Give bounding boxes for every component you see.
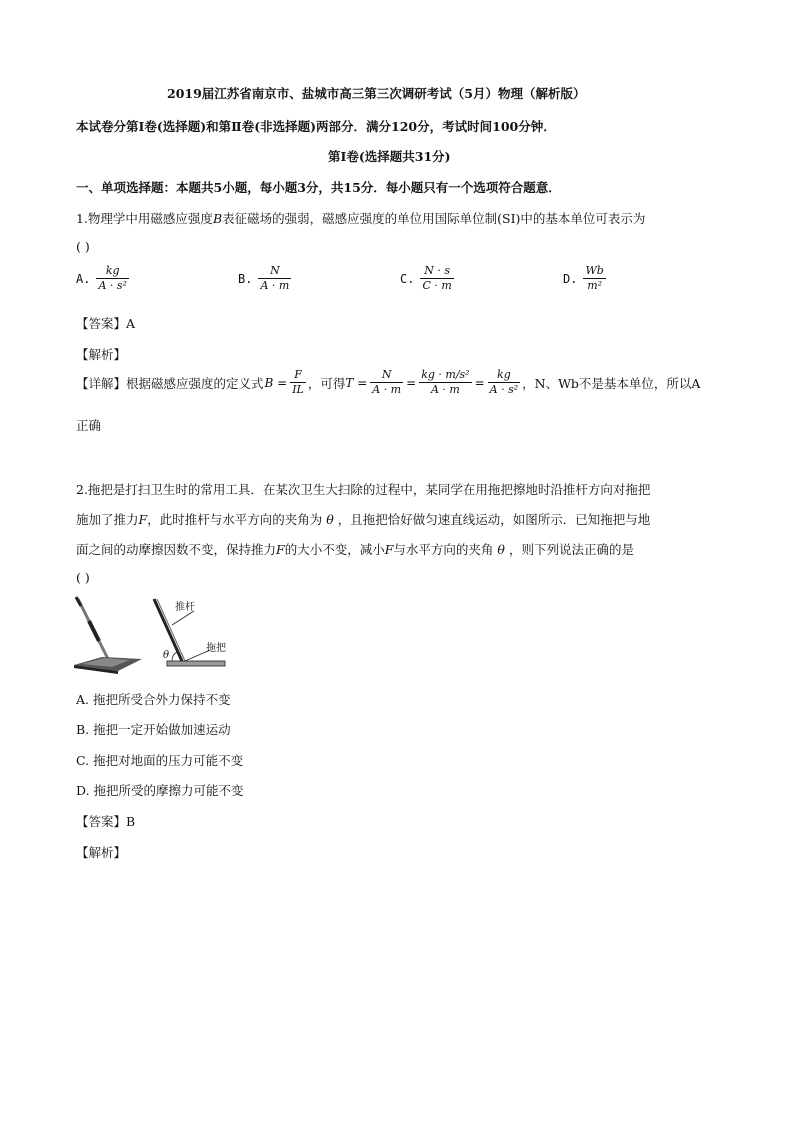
q2-line3-text-c: 与水平方向的夹角 [393, 542, 494, 557]
q1-paren: ( ) [76, 239, 90, 254]
q1-eq2-num-2: kg · m/s² [421, 368, 470, 381]
q2-var-f-2: F [276, 542, 285, 557]
q2-option-d: D. 拖把所受的摩擦力可能不变 [76, 783, 244, 798]
q1-analysis: 【解析】 [76, 347, 127, 362]
q1-stem-text-b: 表征磁场的强弱，磁感应强度的单位用国际单位制(SI)中的基本单位可表示为 [222, 211, 646, 226]
q1-option-c-num: N · s [420, 264, 453, 279]
q1-eq2-den-2: A · m [430, 383, 460, 396]
q1-eq2-den-1: A · m [372, 383, 402, 396]
q2-line3-text-a: 面之间的动摩擦因数不变，保持推力 [76, 542, 277, 557]
q2-line2-text-b: ，此时推杆与水平方向的夹角为 [147, 512, 323, 527]
q2-var-f: F [138, 512, 148, 527]
q1-option-b [238, 264, 291, 293]
q2-paren: ( ) [76, 570, 90, 585]
q1-option-c [400, 264, 454, 293]
q1-eq2-num-1: N [370, 368, 403, 383]
label-mop: 拖把 [206, 643, 226, 654]
q2-analysis: 【解析】 [76, 845, 127, 860]
q1-option-d-label: D. [563, 271, 578, 286]
q2-line-3 [76, 540, 634, 558]
q1-option-a-den: A · s² [98, 279, 127, 292]
q1-option-c-den: C · m [422, 279, 452, 292]
q1-option-a-num: kg [96, 264, 129, 279]
q2-answer: 【答案】B [76, 814, 136, 829]
q1-option-b-num: N [258, 264, 291, 279]
q2-line2-text-c: ，且拖把恰好做匀速直线运动，如图所示．已知拖把与地 [337, 512, 651, 527]
q1-stem [76, 209, 645, 227]
q1-eq2-equals-1: = [406, 375, 417, 390]
q2-var-theta: θ [326, 512, 334, 527]
label-push-rod: 推杆 [175, 602, 195, 613]
q1-option-d-fraction [583, 264, 605, 293]
q1-detail-text-a: 【详解】根据磁感应强度的定义式 [76, 375, 264, 391]
q2-option-a: A. 拖把所受合外力保持不变 [76, 692, 231, 707]
q1-eq2-fraction-3 [488, 368, 521, 397]
q1-detail-text-b: ，可得 [307, 375, 346, 391]
q1-eq1-den: IL [292, 383, 304, 396]
q1-option-b-fraction [258, 264, 291, 293]
q1-option-a [76, 264, 129, 293]
q2-option-c: C. 拖把对地面的压力可能不变 [76, 753, 244, 768]
q1-answer: 【答案】A [76, 316, 136, 331]
q2-line3-text-d: ，则下列说法正确的是 [508, 542, 634, 557]
q1-option-d-den: m² [587, 279, 603, 292]
q1-eq2-num-3: kg [488, 368, 521, 383]
q2-var-theta-2: θ [497, 542, 505, 557]
q1-option-c-fraction [420, 264, 453, 293]
q1-option-a-fraction [96, 264, 129, 293]
section-title: 第Ⅰ卷(选择题共31分) [328, 149, 451, 164]
q1-option-d [563, 264, 606, 293]
q1-detail-text-c: ，N、Wb不是基本单位，所以A [522, 375, 701, 391]
mop-photo [74, 597, 142, 674]
q2-line3-text-b: 的大小不变，减小 [284, 542, 385, 557]
q1-eq1-num: F [290, 368, 306, 383]
q1-eq2-lhs: T = [345, 375, 368, 390]
q1-detail-end: 正确 [76, 418, 102, 433]
q1-eq1-lhs: B = [264, 375, 288, 390]
q1-detail [76, 368, 700, 397]
q2-line2-text-a: 施加了推力 [76, 512, 139, 527]
q1-option-c-label: C. [400, 271, 415, 286]
mop-figure [72, 595, 242, 680]
q1-option-b-label: B. [238, 271, 253, 286]
q1-option-b-den: A · m [260, 279, 290, 292]
label-theta: θ [163, 650, 170, 661]
q1-eq2-equals-2: = [474, 375, 485, 390]
q1-option-a-label: A. [76, 271, 91, 286]
q1-eq2-fraction-2 [419, 368, 471, 397]
exam-intro: 本试卷分第Ⅰ卷(选择题)和第Ⅱ卷(非选择题)两部分．满分120分，考试时间100分钟． [76, 119, 556, 134]
q1-eq2-den-3: A · s² [489, 383, 519, 396]
q2-var-f-3: F [384, 542, 394, 557]
q1-option-d-num: Wb [585, 264, 604, 277]
q2-option-b: B. 拖把一定开始做加速运动 [76, 722, 231, 737]
q1-eq2-fraction-1 [370, 368, 403, 397]
q2-line-2 [76, 510, 650, 528]
part-title: 一、单项选择题：本题共5小题，每小题3分，共15分．每小题只有一个选项符合题意． [76, 180, 561, 195]
q1-stem-var: B [212, 211, 223, 226]
q1-eq1-fraction [290, 368, 306, 397]
document-title: 2019届江苏省南京市、盐城市高三第三次调研考试（5月）物理（解析版） [167, 86, 586, 101]
q1-stem-text-a: 1.物理学中用磁感应强度 [76, 211, 213, 226]
q2-line-1: 2.拖把是打扫卫生时的常用工具．在某次卫生大扫除的过程中，某同学在用拖把擦地时沿推杆方向对拖把 [76, 482, 651, 497]
